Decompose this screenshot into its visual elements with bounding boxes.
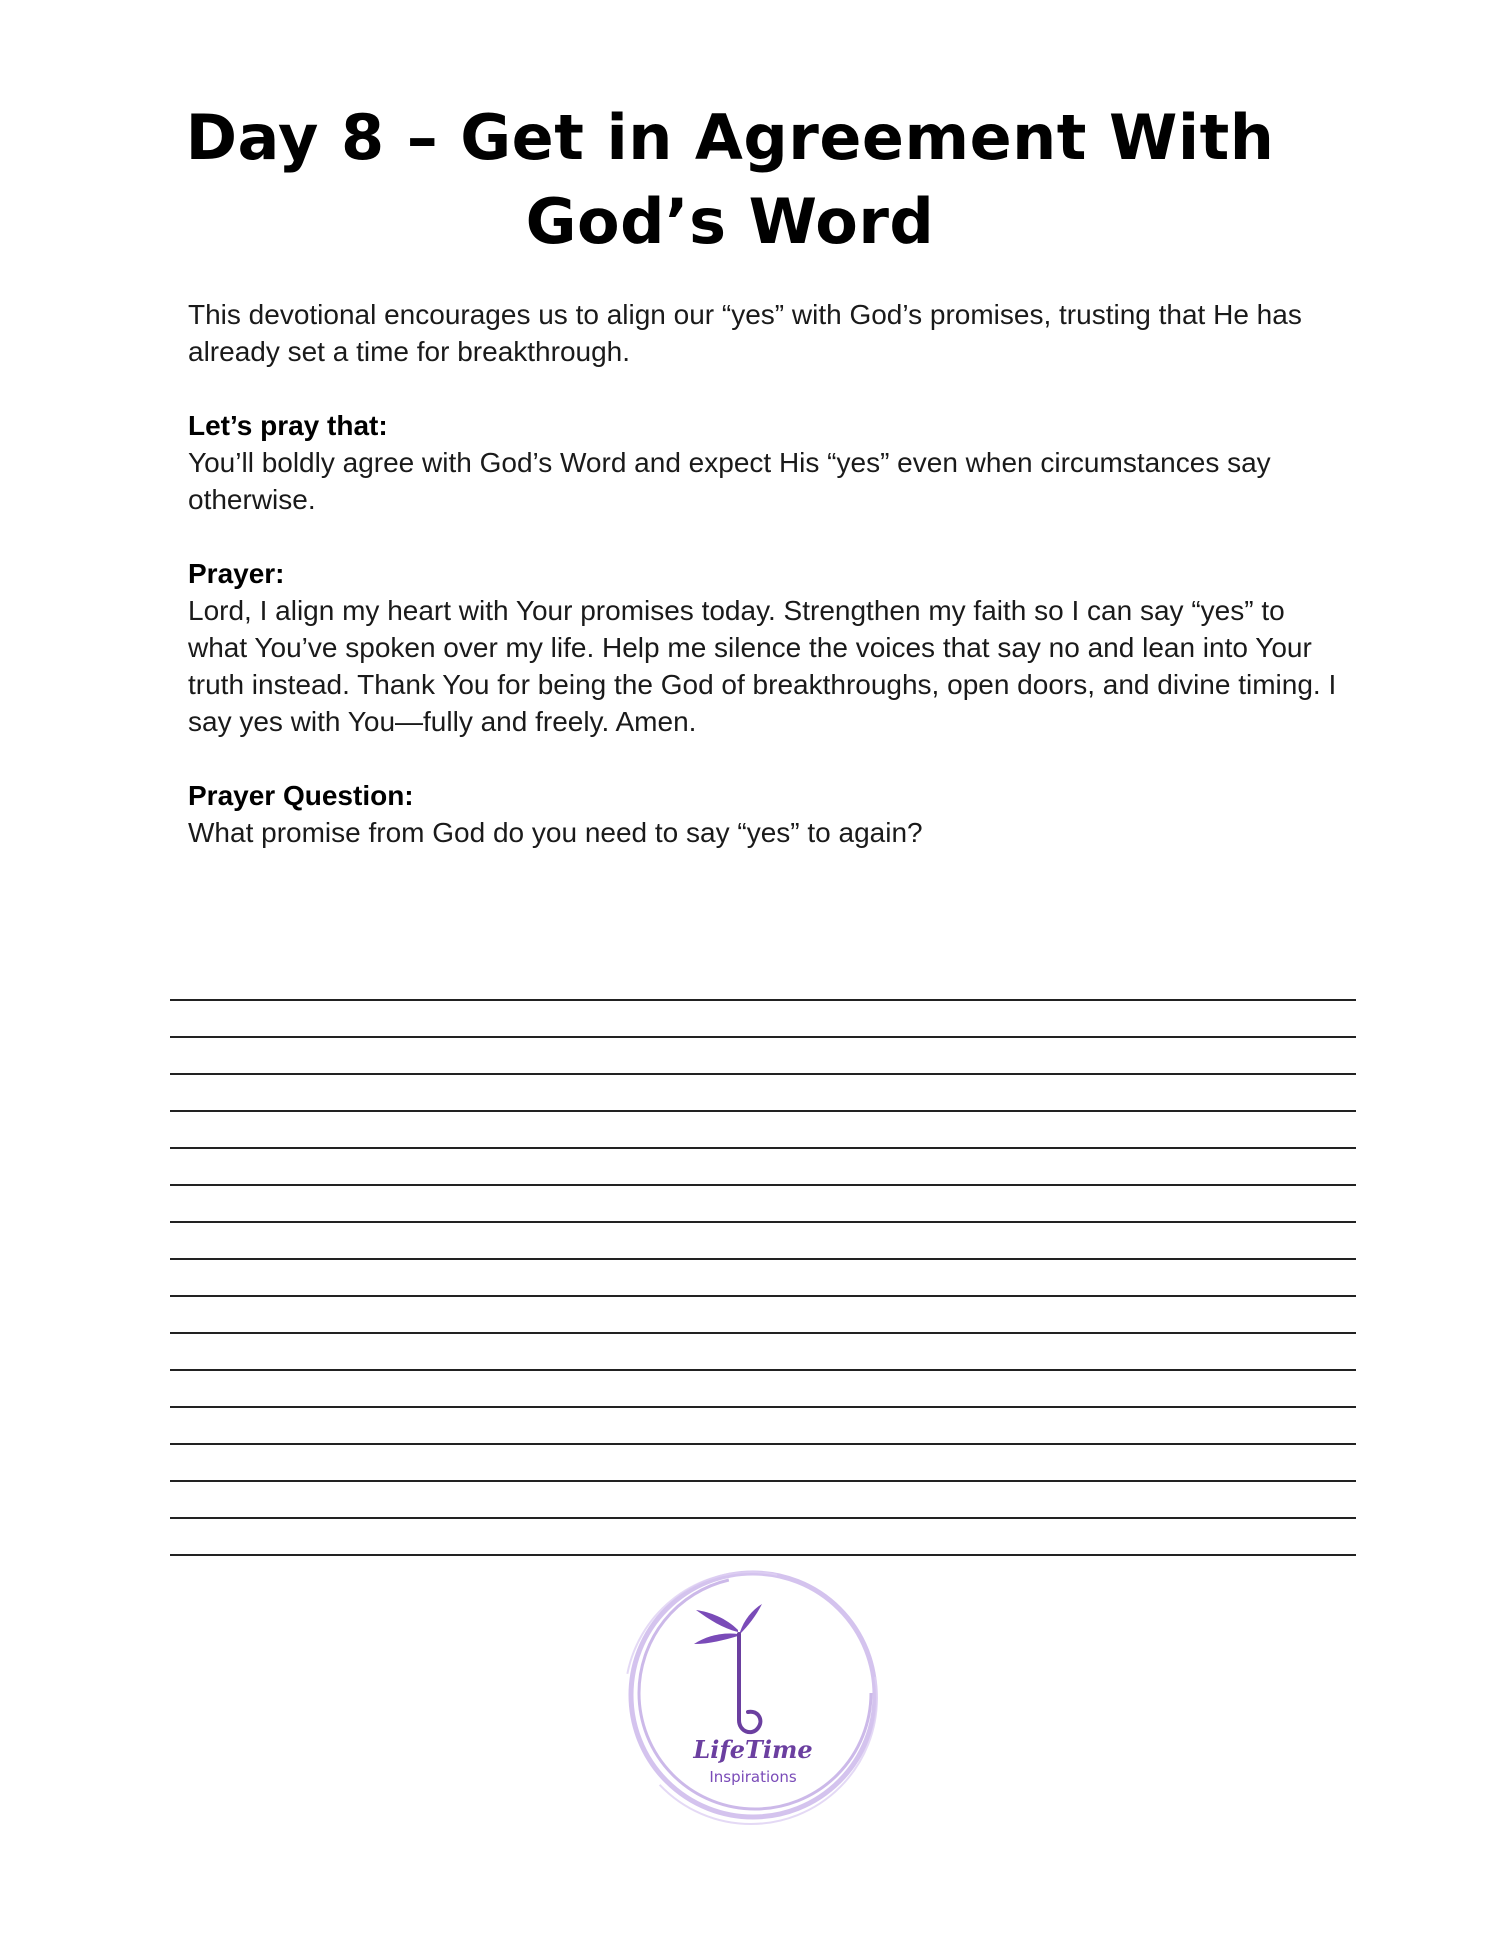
writing-line bbox=[170, 1445, 1356, 1482]
pray-that-text: You’ll boldly agree with God’s Word and expect His “yes” even when circumstances say otherwise. bbox=[188, 447, 1271, 515]
writing-lines bbox=[170, 964, 1356, 1556]
writing-line bbox=[170, 1186, 1356, 1223]
devotional-body bbox=[188, 296, 1338, 888]
leaf-icon bbox=[694, 1604, 762, 1644]
writing-line bbox=[170, 1223, 1356, 1260]
writing-line bbox=[170, 1482, 1356, 1519]
writing-line bbox=[170, 1408, 1356, 1445]
writing-line bbox=[170, 964, 1356, 1001]
prayer-section bbox=[188, 555, 1338, 740]
writing-line bbox=[170, 1112, 1356, 1149]
writing-line bbox=[170, 1075, 1356, 1112]
writing-line bbox=[170, 1519, 1356, 1556]
prayer-text: Lord, I align my heart with Your promises today. Strengthen my faith so I can say “yes” to what You’ve spoken over my life. Help me silence the voices that say no and lean into Your truth instead. Thank You for being the God of breakthroughs, open doors, and divine timing. I say yes with You—fully and freely. Amen. bbox=[188, 595, 1337, 737]
pray-that-label: Let’s pray that: bbox=[188, 410, 388, 441]
prayer-question-section bbox=[188, 777, 1338, 851]
prayer-question-label: Prayer Question: bbox=[188, 780, 414, 811]
title-line-2: God’s Word bbox=[525, 185, 935, 258]
logo-subtitle: Inspirations bbox=[709, 1768, 797, 1786]
title-line-1: Day 8 – Get in Agreement With bbox=[185, 101, 1275, 174]
writing-line bbox=[170, 1371, 1356, 1408]
writing-line bbox=[170, 1001, 1356, 1038]
prayer-label: Prayer: bbox=[188, 558, 285, 589]
music-note-icon bbox=[739, 1634, 760, 1732]
writing-line bbox=[170, 1297, 1356, 1334]
writing-line bbox=[170, 1260, 1356, 1297]
page-title bbox=[150, 96, 1310, 264]
logo-name: LifeTime bbox=[693, 1735, 813, 1764]
pray-that-section bbox=[188, 407, 1338, 518]
prayer-question-text: What promise from God do you need to say “yes” to again? bbox=[188, 817, 923, 848]
writing-line bbox=[170, 1038, 1356, 1075]
writing-line bbox=[170, 1149, 1356, 1186]
intro-paragraph: This devotional encourages us to align our “yes” with God’s promises, trusting that He has already set a time for breakthrough. bbox=[188, 299, 1302, 367]
writing-line bbox=[170, 1334, 1356, 1371]
lifetime-inspirations-logo bbox=[618, 1560, 888, 1830]
